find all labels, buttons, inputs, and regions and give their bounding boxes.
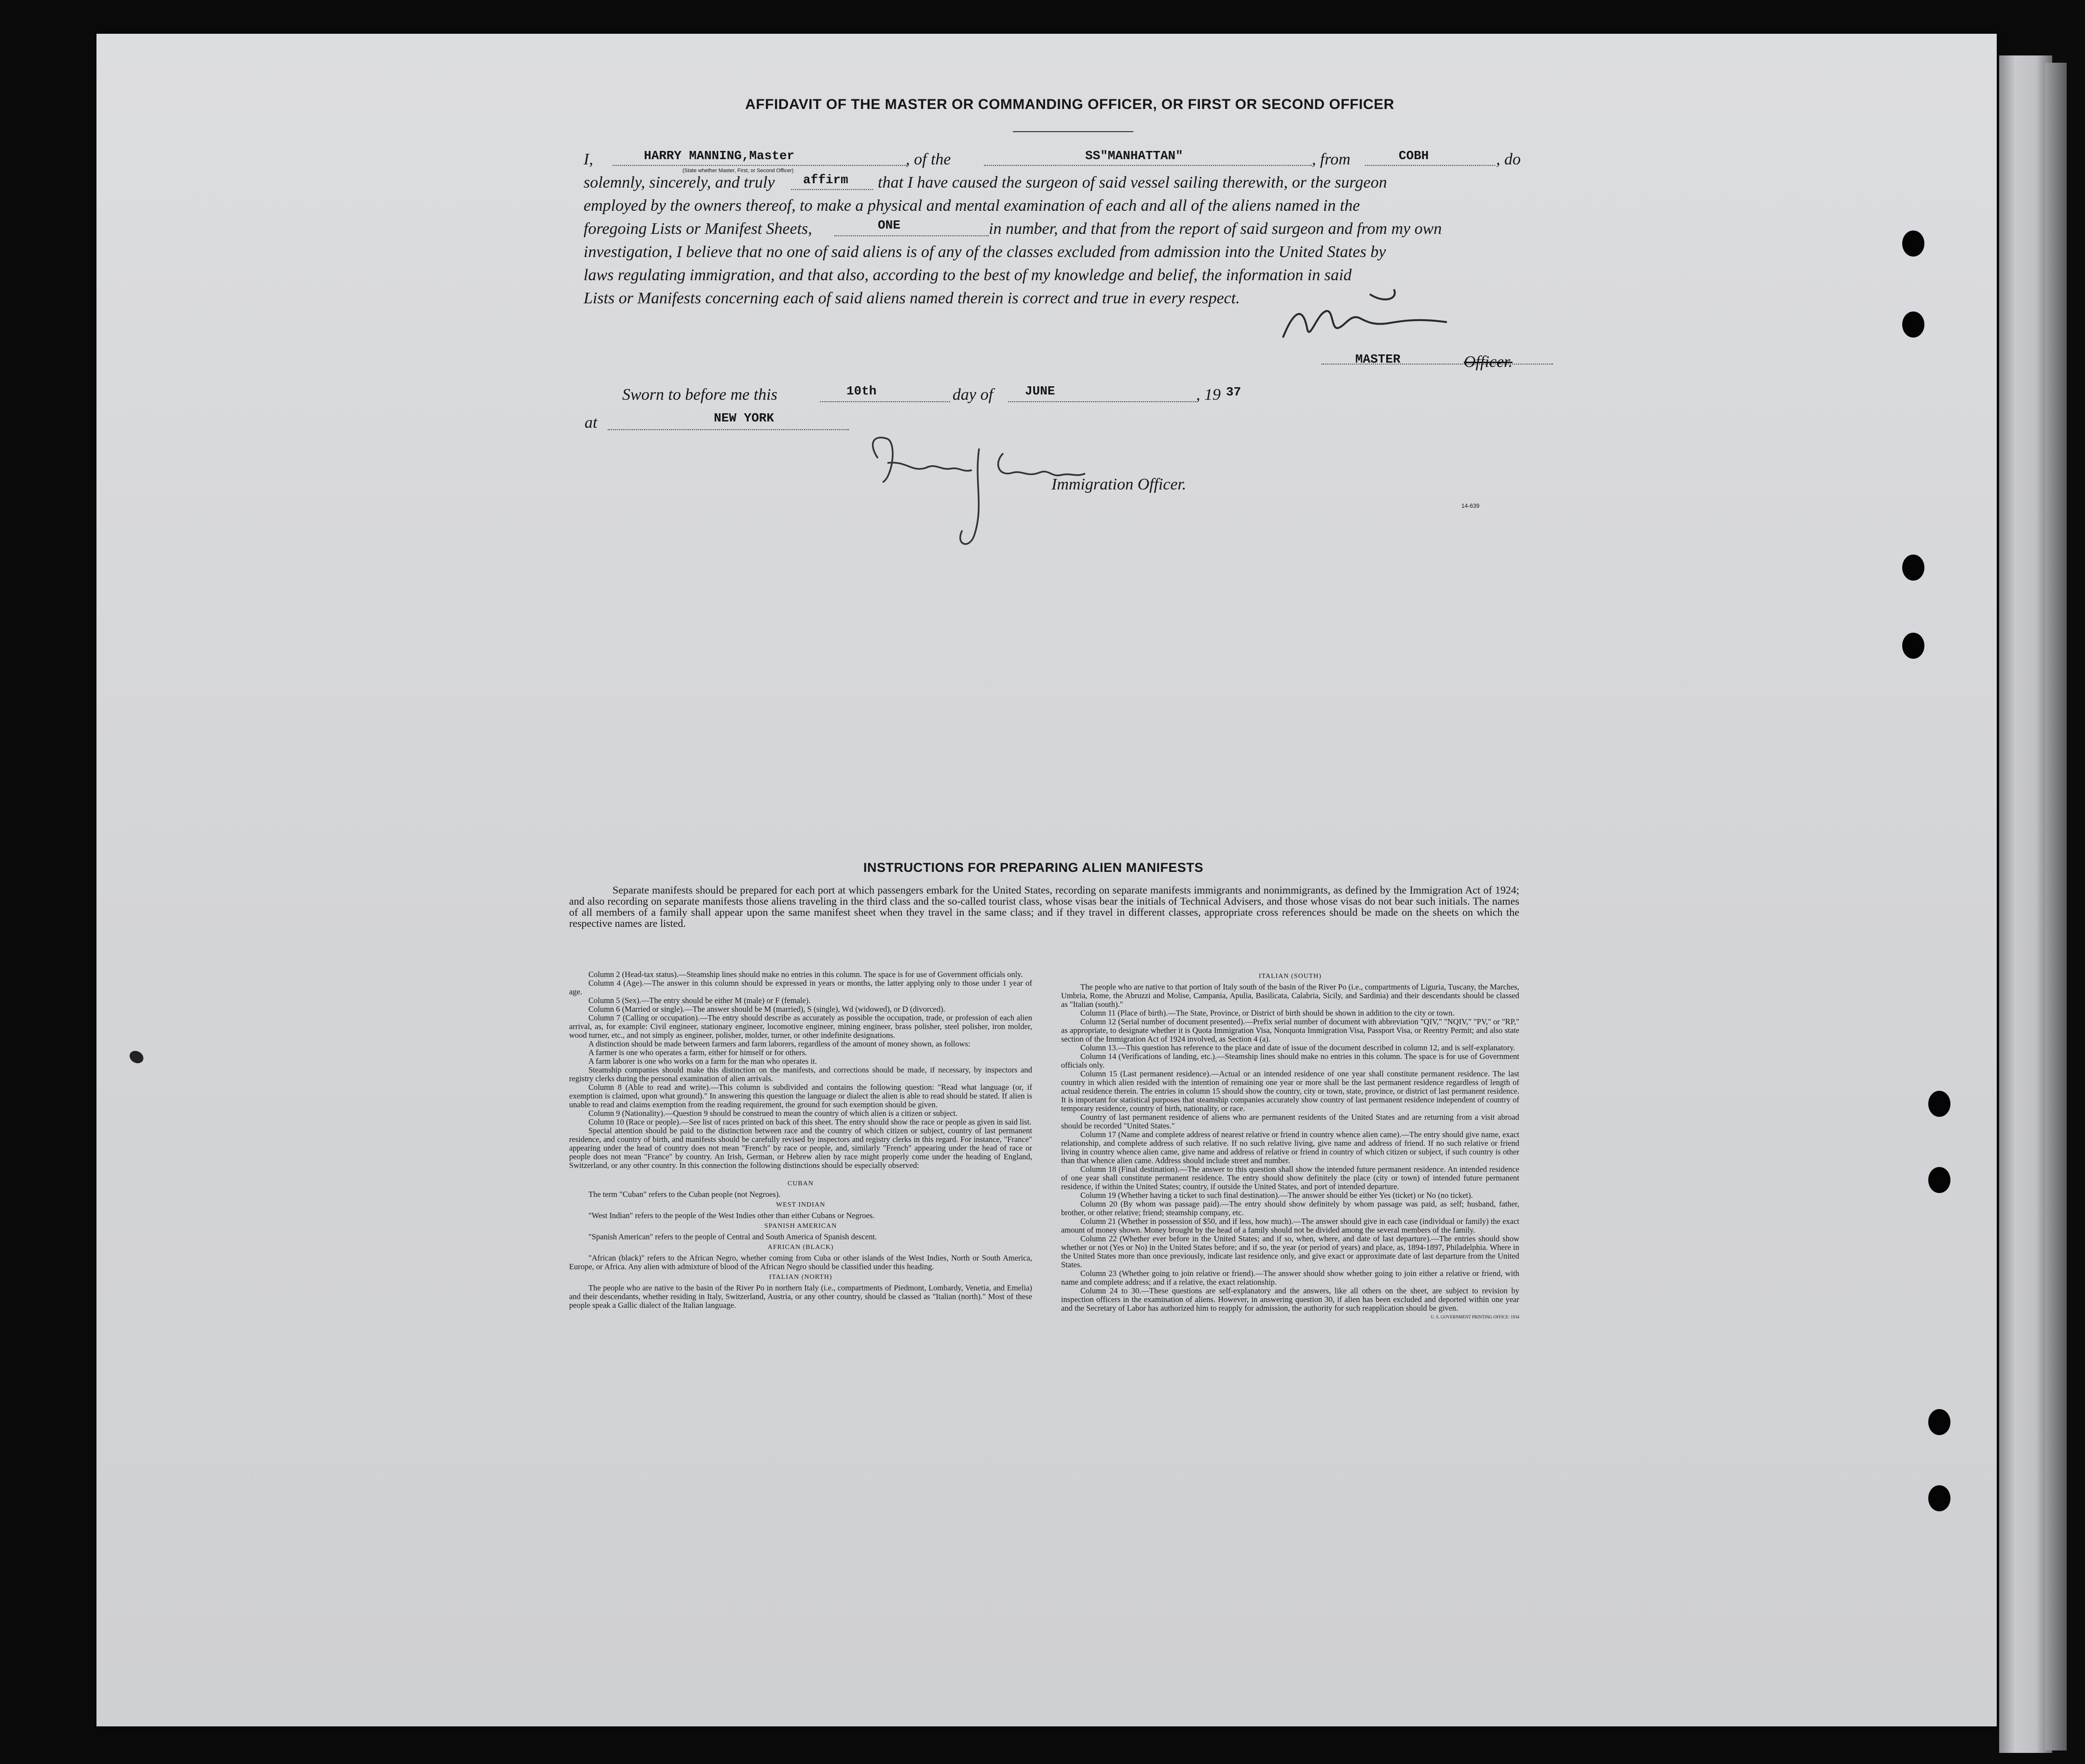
col13-paragraph: Column 13.—This question has reference to the place and date of issue of the document described in column 12, and is self-explanatory.	[1080, 1043, 1515, 1052]
west-indian-heading: WEST INDIAN	[776, 1201, 826, 1208]
sheets-blank	[834, 235, 989, 236]
binder-hole	[1902, 633, 1924, 659]
sworn-month: JUNE	[1025, 384, 1055, 398]
col20-paragraph: Column 20 (By whom was passage paid).—The entry should show definitely by whom passage was paid, as self; husband, father, brother, or other relative; friend; steamship company, etc.	[1061, 1199, 1519, 1217]
instructions-title: INSTRUCTIONS FOR PREPARING ALIEN MANIFESTS	[863, 860, 1204, 875]
permanent-residence-paragraph: Country of last permanent residence of aliens who are permanent residents of the United States and are returning from a visit abroad should be recorded "United States."	[1061, 1113, 1519, 1130]
from-port: COBH	[1399, 149, 1429, 163]
page-edge	[1999, 55, 2052, 1753]
col19-paragraph: Column 19 (Whether having a ticket to such final destination).—The answer should be either Yes (ticket) or No (no ticket).	[1080, 1191, 1473, 1200]
col23-paragraph: Column 23 (Whether going to join relative or friend).—The answer should show whether going to join either a relative or friend, with name and complete address; and if a relative, the exact relationship.	[1061, 1269, 1519, 1287]
sworn-text: Sworn to before me this	[622, 386, 777, 404]
binder-hole	[1928, 1167, 1950, 1193]
affidavit-line4b: in number, and that from the report of said surgeon and from my own	[989, 220, 1442, 238]
affirm-blank	[791, 189, 873, 190]
port-blank	[1365, 165, 1495, 166]
steamship-distinction: Steamship companies should make this distinction on the manifests, and corrections should be made, if necessary, by inspectors and registry clerks during the personal examination of alien arrivals.	[569, 1065, 1032, 1083]
title-rule	[1013, 131, 1133, 132]
pronoun-text: I,	[584, 150, 593, 168]
col4-paragraph: Column 4 (Age).—The answer in this column should be expressed in years or months, the latter applying only to those under 1 year of age.	[569, 978, 1032, 996]
col9-paragraph: Column 9 (Nationality).—Question 9 should be construed to mean the country of which alien is a citizen or subject.	[588, 1109, 958, 1118]
african-heading: AFRICAN (BLACK)	[767, 1244, 834, 1251]
document-page	[96, 34, 1997, 1726]
day-of-text: day of	[953, 386, 994, 404]
col2-paragraph: Column 2 (Head-tax status).—Steamship lines should make no entries in this column. The space is for use of Government officials only.	[588, 970, 1023, 979]
farm-distinction: A distinction should be made between farmers and farm laborers, regardless of the amount of money shown, as follows:	[588, 1039, 970, 1048]
of-the-text: , of the	[906, 150, 951, 168]
affidavit-line2a: solemnly, sincerely, and truly	[584, 174, 775, 191]
month-blank	[1008, 401, 1196, 402]
officer-note: (State whether Master, First, or Second Officer)	[682, 168, 794, 174]
vessel-blank	[984, 165, 1312, 166]
col7-paragraph: Column 7 (Calling or occupation).—The entry should describe as accurately as possible the occupation, trade, or profession of each alien arrival, as, for example: Civil engineer, stationary engineer, locomotive engineer, mining engineer, brass polisher, steel polisher, iron molder, wood turner, etc., and not simply as engineer, polisher, molder, turner, or other indefinite designations.	[569, 1013, 1032, 1040]
do-text: , do	[1496, 150, 1521, 168]
col12-paragraph: Column 12 (Serial number of document presented).—Prefix serial number of document with abbreviation "QIV," "NQIV," "PV," or "RP," as appropriate, to designate whether it is Quota Immigration Visa, Nonquota Immigration Visa, Passport Visa, or Reentry Permit; and also state section of the Immigration Act of 1924 involved, as Section 4 (a).	[1061, 1017, 1519, 1044]
place-blank	[608, 429, 849, 430]
west-indian-text: "West Indian" refers to the people of the West Indies other than either Cubans or Negroes.	[588, 1211, 875, 1220]
african-text: "African (black)" refers to the African Negro, whether coming from Cuba or other islands of the West Indies, North or South America, Europe, or Africa. Any alien with admixture of blood of the African Negro should be classified under this heading.	[569, 1253, 1032, 1271]
printing-office-note: U. S. GOVERNMENT PRINTING OFFICE: 1934	[1431, 1315, 1519, 1319]
form-number: 14-639	[1461, 502, 1480, 509]
col8-paragraph: Column 8 (Able to read and write).—This column is subdivided and contains the following question: "Read what language (or, if exemption is claimed, upon what ground)." In answering this question the language or dialect the alien is able to read should be stated. If alien is unable to read and claims exemption from the reading requirement, the ground for such exemption should be given.	[569, 1083, 1032, 1109]
farm-laborer-definition: A farm laborer is one who works on a farm for the man who operates it.	[588, 1057, 817, 1066]
affidavit-title: AFFIDAVIT OF THE MASTER OR COMMANDING OFFICER, OR FIRST OR SECOND OFFICER	[745, 96, 1394, 112]
italian-north-heading: ITALIAN (NORTH)	[769, 1274, 832, 1281]
italian-north-text: The people who are native to the basin of the River Po in northern Italy (i.e., compartments of Piedmont, Lombardy, Venetia, and Emelia) and their descendants, whether residing in Italy, Switzerland, Austria, or any other country, should be classed as "Italian (north)." Most of these people speak a Gallic dialect of the Italian language.	[569, 1283, 1032, 1310]
binder-hole	[1928, 1485, 1950, 1511]
sworn-year: 37	[1226, 385, 1241, 399]
master-signature	[1273, 285, 1466, 357]
vessel-name: SS"MANHATTAN"	[1085, 149, 1183, 163]
affidavit-line4a: foregoing Lists or Manifest Sheets,	[584, 220, 812, 238]
binder-hole	[1928, 1091, 1950, 1117]
officer-word: Officer.	[1464, 353, 1513, 371]
page-edge-shadow	[2045, 63, 2067, 1750]
cuban-heading: CUBAN	[787, 1180, 814, 1187]
binder-hole	[1928, 1409, 1950, 1435]
col5-paragraph: Column 5 (Sex).—The entry should be either M (male) or F (female).	[588, 996, 811, 1005]
sworn-place: NEW YORK	[714, 411, 774, 425]
affirm-word: affirm	[803, 173, 848, 187]
affidavit-line7: Lists or Manifests concerning each of said aliens named therein is correct and true in every respect.	[584, 289, 1240, 307]
affidavit-line6: laws regulating immigration, and that also, according to the best of my knowledge and belief, the information in said	[584, 266, 1352, 284]
instructions-intro: Separate manifests should be prepared for each port at which passengers embark for the United States, recording on separate manifests immigrants and nonimmigrants, as defined by the Immigration Act of 1924; and also recording on separate manifests those aliens traveling in the third class and the so-called tourist class, whose visas bear the initials of Technical Advisers, and those whose visas do not bear such initials. The names of all members of a family shall appear upon the same manifest sheet when they travel in the same class; and if they travel in different classes, appropriate cross references should be made on the sheets on which the respective names are listed.	[569, 884, 1519, 929]
col24-30-paragraph: Column 24 to 30.—These questions are self-explanatory and the answers, like all others on the sheet, are subject to revision by inspection officers in the examination of aliens. However, in answering question 30, if alien has been excluded and deported within one year and the Secretary of Labor has authorized him to reapply for admission, the authority for such reapplication should be given.	[1061, 1286, 1519, 1313]
col6-paragraph: Column 6 (Married or single).—The answer should be M (married), S (single), Wd (widowed), or D (divorced).	[588, 1004, 945, 1014]
right-column	[1061, 970, 1519, 1321]
affidavit-line5: investigation, I believe that no one of said aliens is of any of the classes excluded from admission into the United States by	[584, 243, 1386, 261]
col18-paragraph: Column 18 (Final destination).—The answer to this question shall show the intended future permanent residence. An intended residence of one year shall constitute permanent residence. The entry should show definitely the place (city or town) of intended future permanent residence, if within the United States; country, if outside the United States, and port of intended departure.	[1061, 1165, 1519, 1191]
cuban-text: The term "Cuban" refers to the Cuban people (not Negroes).	[588, 1190, 781, 1199]
affidavit-line2b: that I have caused the surgeon of said vessel sailing therewith, or the surgeon	[878, 174, 1387, 191]
sheets-count: ONE	[878, 218, 900, 232]
at-text: at	[585, 414, 598, 432]
master-label: MASTER	[1355, 352, 1401, 366]
italian-south-text: The people who are native to that portion of Italy south of the basin of the River Po (i.e., compartments of Liguria, Tuscany, the Marches, Umbria, Rome, the Abruzzi and Molise, Campania, Apulia, Basilicata, Calabria, Sicily, and Sardinia) and their descendants should be classed as "Italian (south)."	[1061, 982, 1519, 1009]
officer-name-blank	[613, 165, 907, 166]
day-blank	[820, 401, 950, 402]
italian-south-heading: ITALIAN (SOUTH)	[1258, 973, 1322, 980]
officer-name: HARRY MANNING,Master	[644, 149, 795, 163]
farmer-definition: A farmer is one who operates a farm, either for himself or for others.	[588, 1048, 807, 1057]
col15-paragraph: Column 15 (Last permanent residence).—Actual or an intended residence of one year shall constitute permanent residence. The last country in which alien resided with the intention of remaining one year or more shall be the last permanent residence regardless of length of actual residence therein. The entries in column 15 should show the country, city or town, state, province, or district of last permanent residence. It is important for statistical purposes that steamship companies accurately show country of last permanent residence independent of country of temporary residence, country of birth, nationality, or race.	[1061, 1069, 1519, 1113]
spanish-american-text: "Spanish American" refers to the people of Central and South America of Spanish descent.	[588, 1232, 877, 1241]
sworn-day: 10th	[846, 384, 877, 398]
affidavit-line3: employed by the owners thereof, to make a physical and mental examination of each and all of the aliens named in the	[584, 197, 1360, 215]
binder-hole	[1902, 555, 1924, 581]
col14-paragraph: Column 14 (Verifications of landing, etc.).—Steamship lines should make no entries in this column. The space is for use of Government officials only.	[1061, 1052, 1519, 1070]
binder-hole	[1902, 231, 1924, 257]
col17-paragraph: Column 17 (Name and complete address of nearest relative or friend in country whence alien came).—The entry should give name, exact relationship, and complete address of such relative. If no such relative living, give name and address of friend. If no such relative or friend living in country whence alien came, give name and address of relative or friend in country of which citizen or subject, if such country is other than that whence alien came. Address should include street and number.	[1061, 1130, 1519, 1165]
binder-hole	[1902, 312, 1924, 338]
col11-paragraph: Column 11 (Place of birth).—The State, Province, or District of birth should be shown in addition to the city or town.	[1080, 1008, 1455, 1018]
col22-paragraph: Column 22 (Whether ever before in the United States; and if so, when, where, and date of last departure).—The entries should show whether or not (Yes or No) in the United States before; and if so, the year (or period of years) and place, as, 1894-1897, Philadelphia. Where in the United States more than once previously, indicate last residence only, and give exact or approximate date of last departure from the United States.	[1061, 1234, 1519, 1269]
from-text: , from	[1312, 150, 1350, 168]
spanish-american-heading: SPANISH AMERICAN	[764, 1222, 837, 1230]
immigration-officer-title: Immigration Officer.	[1051, 475, 1186, 493]
left-column	[569, 970, 1032, 1310]
race-distinction: Special attention should be paid to the distinction between race and the country of which citizen or subject, country of last permanent residence, and country of birth, and manifests should be carefully revised by inspectors and registry clerks in this regard. For instance, "France" appearing under the head of country does not mean "French" by race or people, and, similarly "French" appearing under the head of race or people does not mean "France" by country. An Irish, German, or Hebrew alien by race might properly come under the heading of England, Switzerland, or any other country. In this connection the following distinctions should be especially observed:	[569, 1126, 1032, 1170]
year-prefix: , 19	[1196, 386, 1221, 404]
col10-paragraph: Column 10 (Race or people).—See list of races printed on back of this sheet. The entry should show the race or people as given in said list.	[588, 1117, 1032, 1126]
col21-paragraph: Column 21 (Whether in possession of $50, and if less, how much).—The answer should give in each case (individual or family) the exact amount of money shown. Money brought by the head of a family should not be divided among the several members of the family.	[1061, 1217, 1519, 1235]
